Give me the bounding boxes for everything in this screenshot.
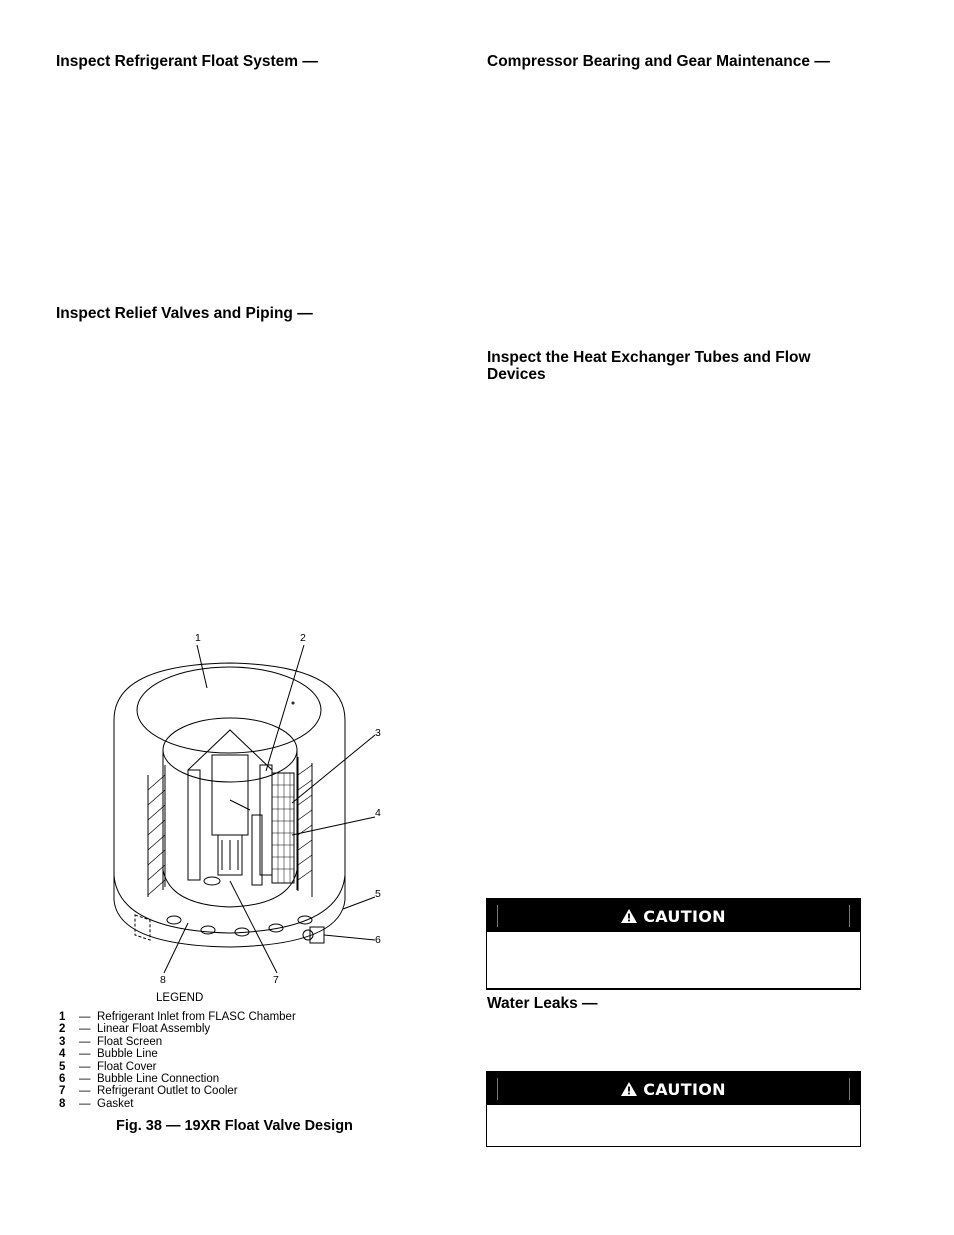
caution-header bbox=[487, 1072, 860, 1105]
callout-8: 8 bbox=[160, 974, 166, 986]
callout-3: 3 bbox=[375, 727, 381, 739]
legend-num: 4 bbox=[59, 1048, 66, 1061]
legend-num: 1 bbox=[59, 1011, 66, 1023]
heading-inspect-float-system: Inspect Refrigerant Float System — bbox=[56, 53, 318, 70]
legend-text: Bubble Line bbox=[97, 1048, 158, 1061]
caution-box bbox=[486, 898, 861, 989]
legend-dash: — bbox=[79, 1060, 91, 1073]
legend-title: LEGEND bbox=[156, 992, 204, 1004]
legend-text: Gasket bbox=[97, 1097, 134, 1110]
legend-text: Refrigerant Inlet from FLASC Chamber bbox=[97, 1011, 296, 1023]
warning-triangle-icon bbox=[621, 1082, 637, 1096]
heading-heat-exchanger-tubes bbox=[487, 349, 860, 383]
legend-num: 3 bbox=[59, 1035, 66, 1048]
legend-item bbox=[59, 1085, 238, 1097]
callout-5: 5 bbox=[375, 888, 381, 900]
legend-item bbox=[59, 1061, 156, 1073]
legend-dash: — bbox=[79, 1048, 91, 1061]
legend-text: Refrigerant Outlet to Cooler bbox=[97, 1085, 238, 1098]
caution-label: CAUTION bbox=[643, 1079, 726, 1099]
figure-caption: Fig. 38 — 19XR Float Valve Design bbox=[116, 1118, 353, 1134]
legend-num: 2 bbox=[59, 1023, 66, 1036]
heading-heat-exchanger-line1: Inspect the Heat Exchanger Tubes and Flow bbox=[487, 349, 811, 366]
legend-item bbox=[59, 1073, 219, 1085]
legend-text: Bubble Line Connection bbox=[97, 1073, 220, 1085]
legend-item bbox=[59, 1011, 296, 1023]
heading-bearing-gear-maintenance: Compressor Bearing and Gear Maintenance — bbox=[487, 53, 830, 70]
legend-dash: — bbox=[79, 1023, 91, 1036]
caution-header bbox=[487, 899, 860, 932]
caution-rule bbox=[486, 988, 861, 990]
caution-label: CAUTION bbox=[643, 906, 726, 926]
callout-4: 4 bbox=[375, 807, 381, 819]
legend-dash: — bbox=[79, 1073, 91, 1085]
legend-dash: — bbox=[79, 1011, 91, 1023]
float-valve-drawing bbox=[100, 625, 400, 990]
legend-text: Float Cover bbox=[97, 1060, 157, 1073]
legend-dash: — bbox=[79, 1097, 91, 1110]
legend-text: Float Screen bbox=[97, 1035, 163, 1048]
legend-num: 8 bbox=[59, 1097, 66, 1110]
legend-text: Linear Float Assembly bbox=[97, 1023, 211, 1036]
heading-water-leaks: Water Leaks — bbox=[487, 995, 598, 1012]
heading-inspect-relief-valves: Inspect Relief Valves and Piping — bbox=[56, 305, 313, 322]
callout-1: 1 bbox=[195, 632, 201, 644]
caution-inner bbox=[497, 905, 850, 927]
warning-triangle-icon bbox=[621, 909, 637, 923]
legend-num: 7 bbox=[59, 1085, 66, 1098]
legend-num: 6 bbox=[59, 1073, 66, 1085]
legend-item bbox=[59, 1036, 162, 1048]
caution-box bbox=[486, 1071, 861, 1147]
legend-item bbox=[59, 1048, 158, 1060]
callout-2: 2 bbox=[300, 632, 306, 644]
legend-item bbox=[59, 1023, 210, 1035]
heading-heat-exchanger-line2: Devices bbox=[487, 366, 546, 383]
legend-dash: — bbox=[79, 1085, 91, 1098]
caution-inner bbox=[497, 1078, 850, 1100]
legend-dash: — bbox=[79, 1035, 91, 1048]
legend-list bbox=[59, 1011, 399, 1111]
callout-7: 7 bbox=[273, 974, 279, 986]
legend-num: 5 bbox=[59, 1060, 66, 1073]
legend-item bbox=[59, 1098, 133, 1110]
callout-6: 6 bbox=[375, 934, 381, 946]
